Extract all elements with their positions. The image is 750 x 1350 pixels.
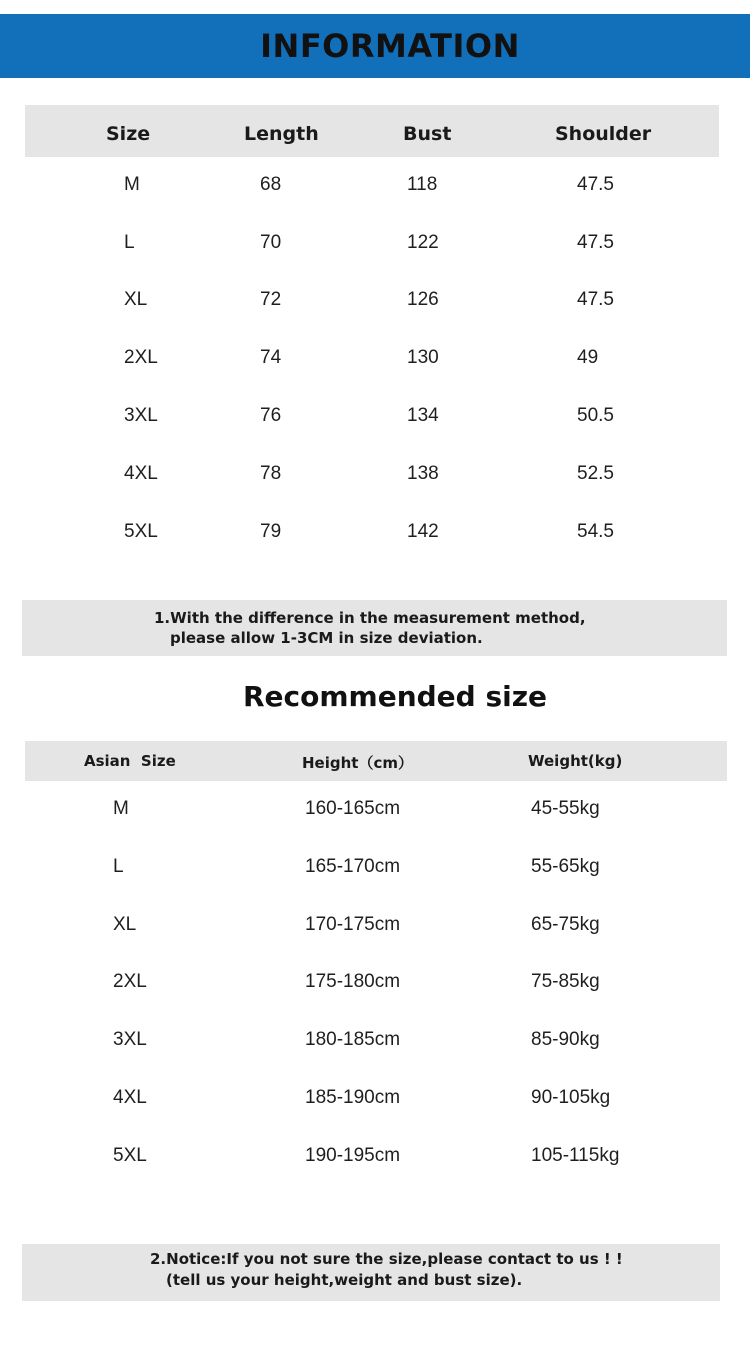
height-col-header: Height（cm） <box>302 754 413 772</box>
asian-size-cell: 4XL <box>113 1087 147 1108</box>
shoulder-cell: 47.5 <box>577 174 614 195</box>
bust-cell: 134 <box>407 405 439 426</box>
size-cell: L <box>124 232 135 253</box>
length-cell: 70 <box>260 232 282 253</box>
size-notice-line2: (tell us your height,weight and bust size). <box>166 1271 523 1289</box>
asian-size-cell: M <box>113 798 129 819</box>
measurement-note-line1: 1.With the difference in the measurement method, <box>154 609 586 627</box>
asian-size-cell: XL <box>113 914 137 935</box>
bust-cell: 142 <box>407 521 439 542</box>
weight-cell: 90-105kg <box>531 1087 611 1108</box>
size-cell: 3XL <box>124 405 158 426</box>
size-cell: 5XL <box>124 521 158 542</box>
asian-size-cell: 2XL <box>113 971 147 992</box>
weight-cell: 105-115kg <box>531 1145 620 1166</box>
height-cell: 160-165cm <box>305 798 401 819</box>
weight-cell: 55-65kg <box>531 856 600 877</box>
recommended-size-title: Recommended size <box>242 680 548 713</box>
asian-size-col-header: Asian Size <box>84 752 176 770</box>
asian-size-cell: L <box>113 856 124 877</box>
length-cell: 78 <box>260 463 282 484</box>
height-cell: 165-170cm <box>305 856 401 877</box>
header-title: INFORMATION <box>260 27 520 65</box>
height-cell: 170-175cm <box>305 914 401 935</box>
length-cell: 76 <box>260 405 282 426</box>
height-cell: 185-190cm <box>305 1087 401 1108</box>
bust-cell: 122 <box>407 232 439 253</box>
size-cell: M <box>124 174 140 195</box>
shoulder-col-header: Shoulder <box>555 123 652 145</box>
size-cell: 4XL <box>124 463 158 484</box>
length-cell: 74 <box>260 347 282 368</box>
size-cell: 2XL <box>124 347 158 368</box>
height-cell: 190-195cm <box>305 1145 401 1166</box>
shoulder-cell: 47.5 <box>577 289 614 310</box>
asian-size-cell: 3XL <box>113 1029 147 1050</box>
length-cell: 68 <box>260 174 282 195</box>
length-col-header: Length <box>244 123 319 145</box>
asian-size-cell: 5XL <box>113 1145 147 1166</box>
weight-cell: 75-85kg <box>531 971 600 992</box>
measurement-note-line2: please allow 1-3CM in size deviation. <box>170 629 483 647</box>
shoulder-cell: 47.5 <box>577 232 614 253</box>
length-cell: 79 <box>260 521 282 542</box>
size-cell: XL <box>124 289 148 310</box>
height-cell: 175-180cm <box>305 971 401 992</box>
shoulder-cell: 52.5 <box>577 463 614 484</box>
shoulder-cell: 54.5 <box>577 521 614 542</box>
weight-cell: 65-75kg <box>531 914 600 935</box>
bust-cell: 138 <box>407 463 439 484</box>
height-cell: 180-185cm <box>305 1029 401 1050</box>
size-col-header: Size <box>106 123 151 145</box>
weight-col-header: Weight(kg) <box>528 752 623 770</box>
length-cell: 72 <box>260 289 282 310</box>
weight-cell: 45-55kg <box>531 798 600 819</box>
weight-cell: 85-90kg <box>531 1029 600 1050</box>
bust-cell: 118 <box>407 174 438 195</box>
shoulder-cell: 49 <box>577 347 599 368</box>
bust-cell: 130 <box>407 347 439 368</box>
shoulder-cell: 50.5 <box>577 405 614 426</box>
bust-cell: 126 <box>407 289 439 310</box>
size-notice-line1: 2.Notice:If you not sure the size,please contact to us ! ! <box>150 1250 623 1268</box>
header-banner <box>0 14 750 78</box>
bust-col-header: Bust <box>403 123 452 145</box>
